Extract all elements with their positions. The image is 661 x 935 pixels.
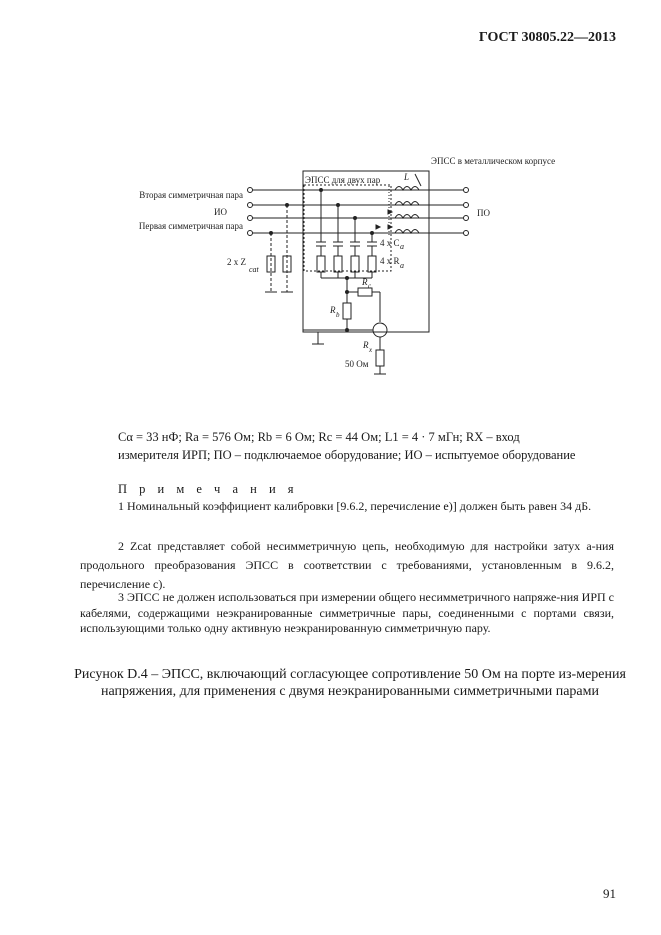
legend-line-2: измерителя ИРП; ПО – подключаемое оборудование; ИО – испытуемое оборудование [118,448,576,462]
notes-title: П р и м е ч а н и я [118,482,299,496]
note-1: 1 Номинальный коэффициент калибровки [9.6.2, перечисление е)] должен быть равен 34 дБ. [118,499,592,513]
label-50ohm: 50 Ом [345,359,369,369]
label-pair2: Вторая симметричная пара [139,190,243,200]
coil-3 [395,215,419,219]
label-enclosure: ЭПСС в металлическом корпусе [431,156,556,166]
label-zcat-prefix: 2 x Z [227,257,246,267]
label-ca-sub: a [400,242,404,251]
label-rx-sub: x [369,346,373,354]
figure-caption: Рисунок D.4 – ЭПСС, включающий согласующее сопротивление 50 Ом на порте из-мерения напряжения, для применения с двумя неэкранированными симметричными парами [74,667,626,699]
enclosure-box [303,171,429,332]
document-code: ГОСТ 30805.22—2013 [478,30,616,45]
label-ae: ПО [477,208,490,218]
label-rb-sub: b [336,311,340,319]
label-rc: R [362,277,368,287]
note-2: 2 Zcat представляет собой несимметричную цепь, необходимую для настройки затух а-ния продольного преобразования ЭПСС в соответствии с требованиями, установленным в 9.6.2, перечисление с). [80,539,614,591]
label-rb: R [330,305,336,315]
page-number: 91 [603,886,616,901]
label-device: ЭПСС для двух пар [305,175,381,185]
label-inductor: L [404,172,410,182]
label-ra-sub: a [400,261,404,270]
coil-1 [395,187,419,191]
coax-port [373,323,387,337]
label-zcat-sub: cat [249,265,259,274]
coil-2 [395,202,419,206]
label-ca-prefix: 4 x C [380,238,400,248]
label-rc-sub: c [368,282,372,290]
label-pair1: Первая симметричная пара [138,221,243,231]
label-eut: ИО [214,207,227,217]
circuit-diagram [0,0,661,420]
coil-4 [395,230,419,234]
label-rx: R [363,340,369,350]
label-ra-prefix: 4 x R [380,256,400,266]
legend-line-1: Cα = 33 нФ; Rа = 576 Ом; Rb = 6 Ом; Rc = 44 Ом; L1 = 4 · 7 мГн; RX – вход [118,430,520,444]
note-3: 3 ЭПСС не должен использоваться при измерении общего несимметричного напряже-ния ИРП с кабелями, содержащими неэкранированные симметричные пары, соединенными с портами связи, использующими только одну активную неэкранированную симметричную пару. [80,590,614,635]
